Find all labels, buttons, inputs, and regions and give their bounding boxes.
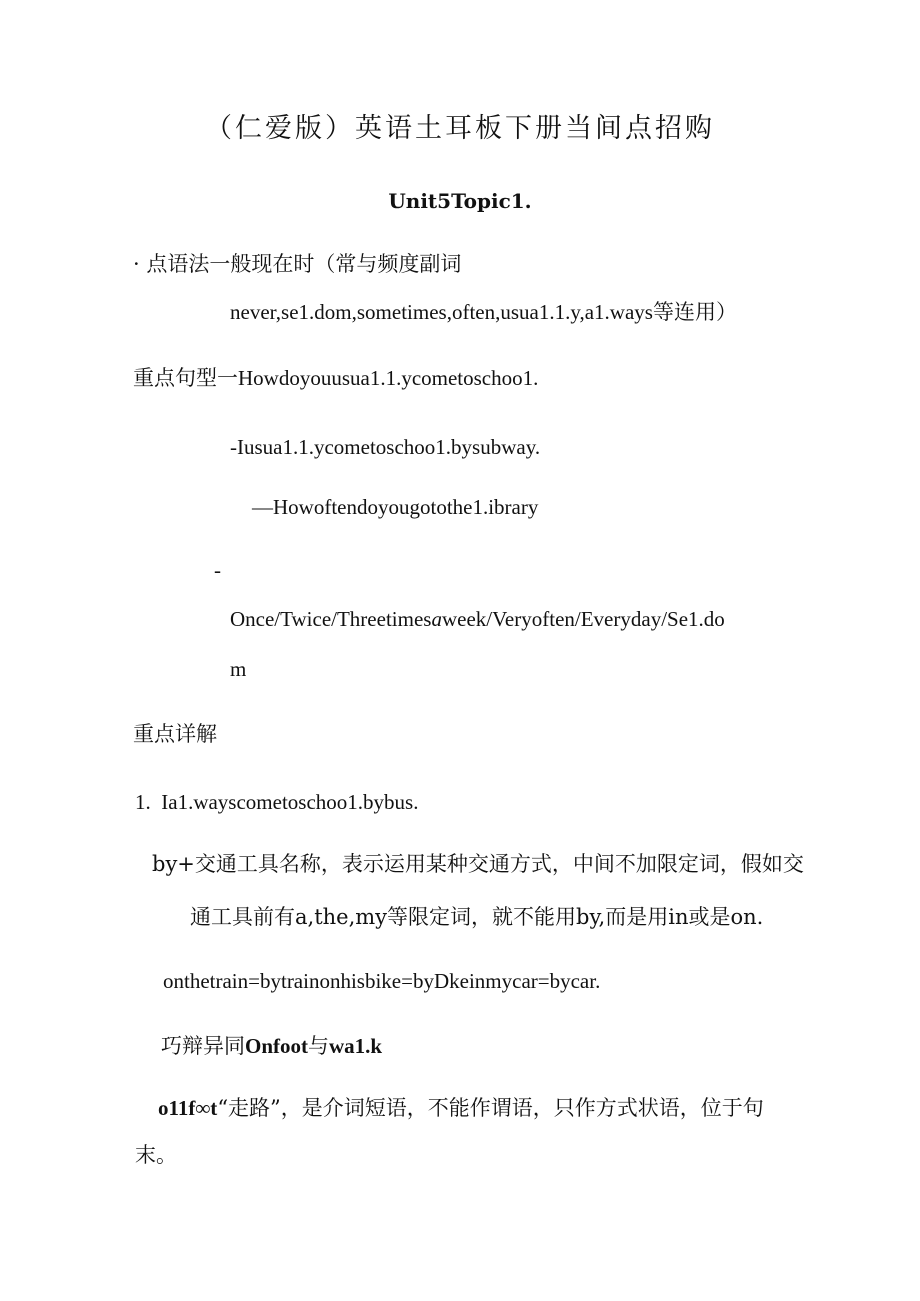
key-pattern-label: 重点句型一 [133, 366, 238, 390]
pattern-question-2: —Howoftendoyougotothe1.ibrary [252, 495, 539, 519]
frequency-adverbs: never,se1.dom,sometimes,often,usua1.1.y,a1.ways等连用） [230, 300, 737, 324]
page-title: （仁爱版）英语土耳板下册当间点招购 [205, 113, 715, 144]
explanation-line-1: by+交通工具名称，表示运用某种交通方式，中间不加限定词，假如交 [152, 852, 804, 876]
item-number: 1. [135, 790, 151, 814]
explanation-line-2: 通工具前有a,the,my等限定词，就不能用by,而是用in或是on. [190, 905, 764, 929]
grammar-text: 点语法一般现在时（常与频度副词 [146, 252, 462, 276]
pattern-question-1: Howdoyouusua1.1.ycometoschoo1. [238, 366, 539, 390]
compare-word-1: Onfoot [245, 1034, 308, 1058]
grammar-point [133, 250, 461, 278]
key-pattern-line [133, 364, 538, 392]
pattern-answer-2-cont: m [230, 657, 247, 681]
onfoot-explanation-cont: 末。 [135, 1143, 177, 1167]
pattern-answer-2 [230, 605, 725, 633]
answer-2-part1: Once/Twice/Threetimes [230, 607, 432, 631]
onfoot-text: “走路”，是介词短语，不能作谓语，只作方式状语，位于句 [217, 1096, 764, 1120]
pattern-dash: - [214, 558, 221, 582]
details-heading: 重点详解 [133, 722, 217, 746]
compare-prefix: 巧辩异同 [161, 1034, 245, 1058]
example-line: onthetrain=bytrainonhisbike=byDkeinmycar=bycar. [163, 969, 601, 993]
answer-2-part2: week/Veryoften/Everyday/Se1.do [441, 607, 725, 631]
onfoot-term: o11f∞t [158, 1096, 218, 1120]
unit-heading: Unit5Topic1. [388, 189, 532, 213]
compare-mid: 与 [308, 1034, 329, 1058]
onfoot-explanation [158, 1094, 764, 1122]
compare-heading [161, 1032, 382, 1060]
bullet: · [133, 252, 140, 276]
compare-word-2: wa1.k [329, 1034, 383, 1058]
pattern-answer-1: -Iusua1.1.ycometoschoo1.bysubway. [230, 435, 541, 459]
answer-2-italic: a [431, 607, 442, 631]
detail-item-1 [135, 788, 418, 816]
item-sentence: Ia1.wayscometoschoo1.bybus. [161, 790, 419, 814]
